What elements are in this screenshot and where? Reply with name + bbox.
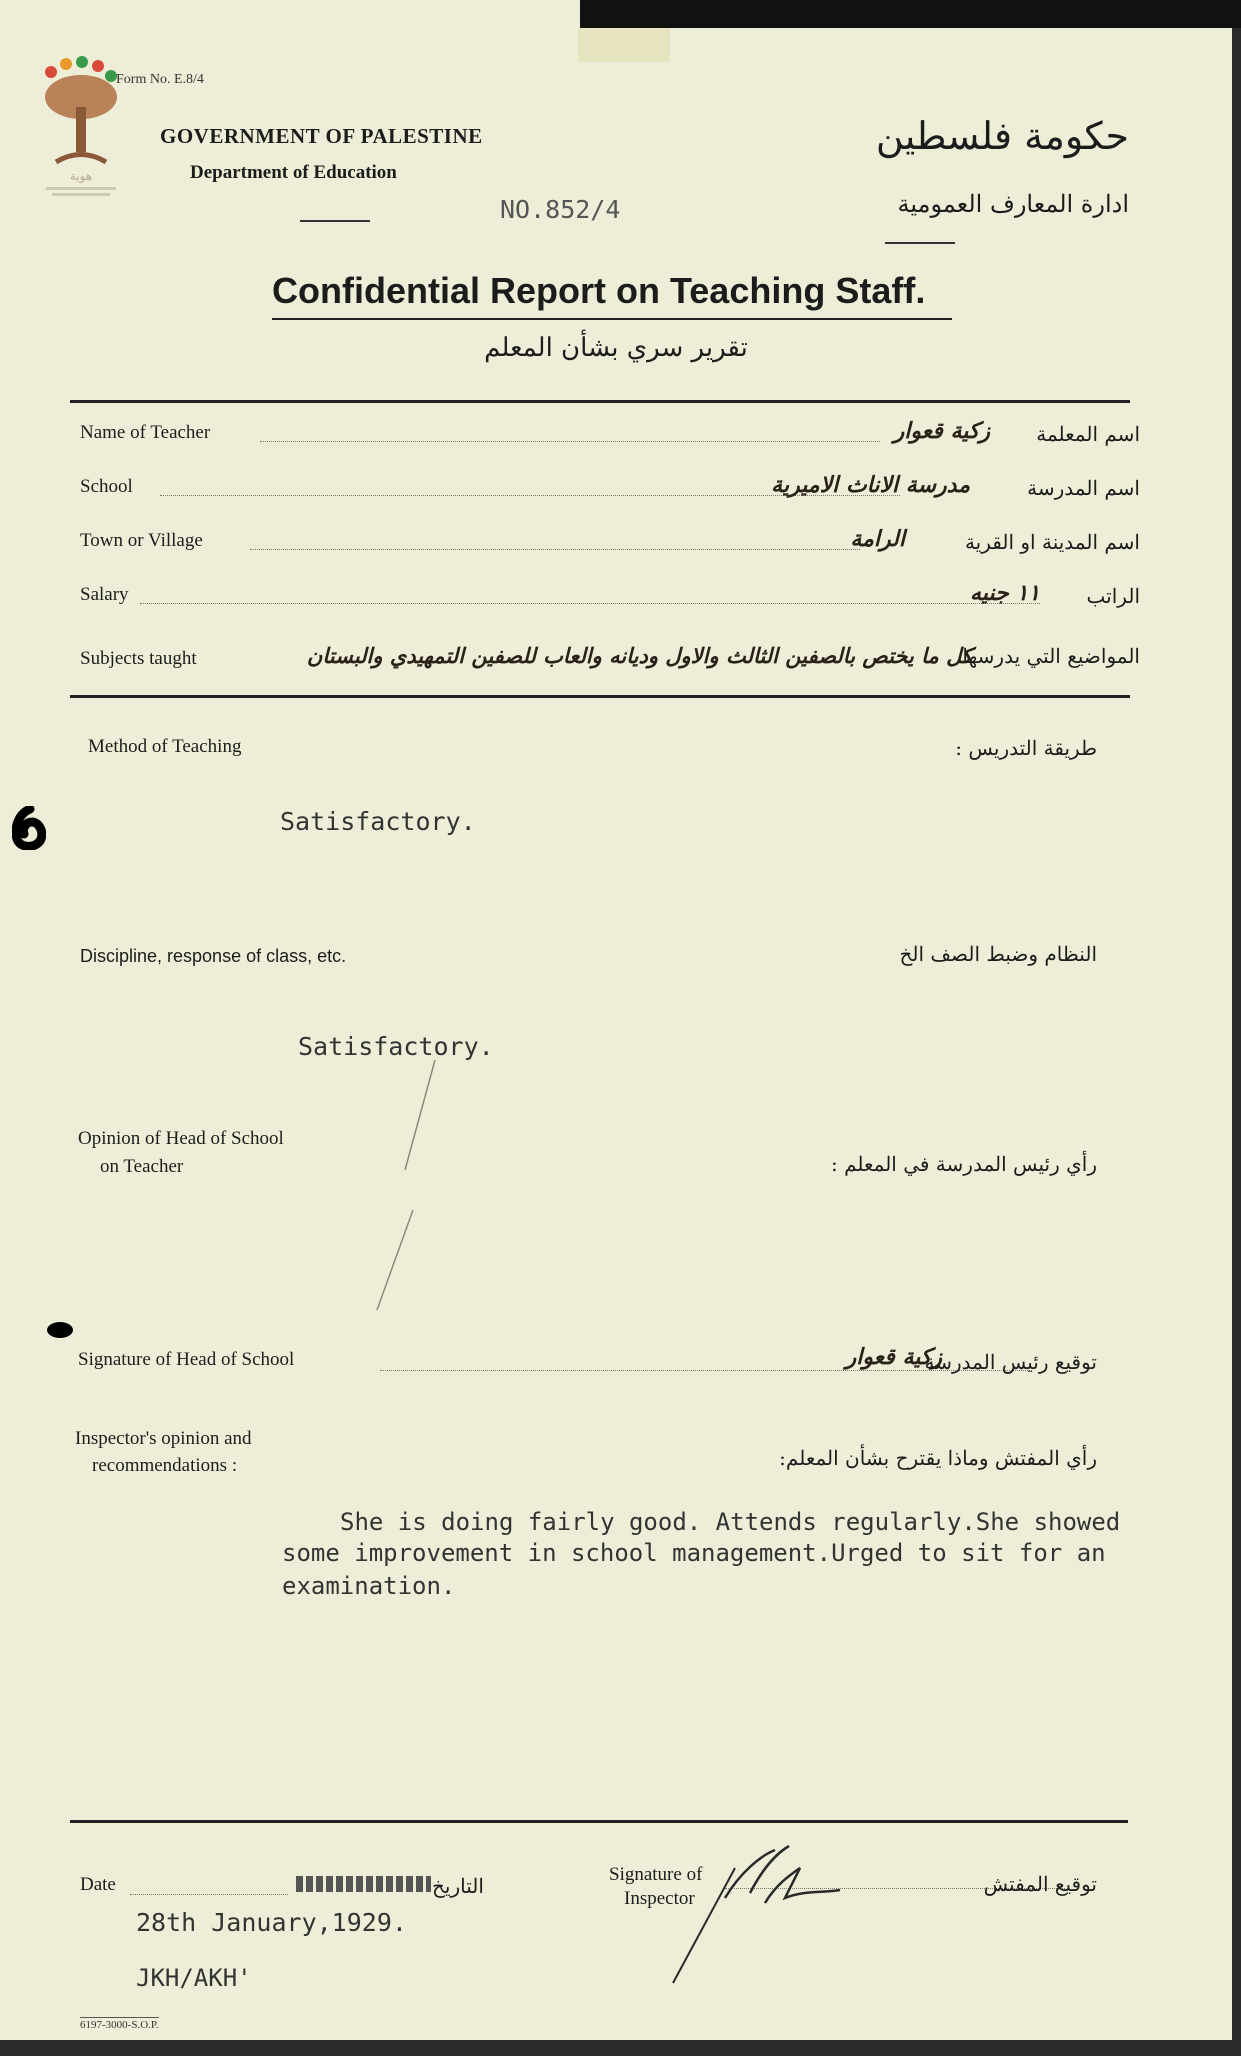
- signature-head-label-ar: توقيع رئيس المدرسة: [924, 1350, 1097, 1374]
- inspector-comment-line: examination.: [282, 1572, 456, 1600]
- report-title-ar: تقرير سري بشأن المعلم: [484, 333, 748, 363]
- print-code: 6197-3000-S.O.P.: [80, 2019, 159, 2031]
- method-label-en: Method of Teaching: [88, 736, 242, 757]
- method-value: Satisfactory.: [280, 807, 476, 836]
- paper-tape: [578, 28, 670, 62]
- discipline-label-en: Discipline, response of class, etc.: [80, 946, 347, 966]
- field-teacher-name: [80, 412, 1140, 452]
- field-salary: [80, 574, 1140, 614]
- field-label-ar: اسم المدرسة: [1027, 476, 1140, 500]
- field-label-en: Name of Teacher: [80, 422, 211, 443]
- inspector-label-en-1: Inspector's opinion and: [75, 1428, 252, 1449]
- field-label-en: Salary: [80, 584, 129, 605]
- government-heading-ar: حكومة فلسطين: [875, 114, 1129, 158]
- inspector-signature-label-1: Signature of: [609, 1864, 703, 1885]
- pencil-stroke-icon: [365, 1060, 445, 1310]
- department-heading-ar: ادارة المعارف العمومية: [897, 190, 1129, 218]
- struck-text: [296, 1876, 431, 1892]
- discipline-value: Satisfactory.: [298, 1032, 494, 1061]
- field-label-ar: المواضيع التي يدرسها: [962, 644, 1140, 668]
- field-label-en: Subjects taught: [80, 648, 197, 669]
- inspector-comment-line: some improvement in school management.Urged to sit for an: [282, 1539, 1106, 1567]
- archive-logo-icon: [36, 52, 126, 200]
- reference-code: JKH/AKH': [136, 1964, 252, 1992]
- inspector-signature-icon: [665, 1838, 845, 1988]
- field-label-ar: اسم المعلمة: [1036, 422, 1140, 446]
- title-underline: [272, 318, 952, 320]
- date-value: 28th January,1929.: [136, 1908, 407, 1937]
- government-heading-en: GOVERNMENT OF PALESTINE: [160, 124, 483, 148]
- form-number: Form No. E.8/4: [116, 72, 204, 87]
- field-value: زكية قعوار: [893, 418, 990, 444]
- field-school: [80, 466, 1140, 506]
- field-label-ar: اسم المدينة او القرية: [964, 530, 1140, 554]
- ink-mark-icon: [12, 806, 46, 850]
- field-value: كل ما يختص بالصفين الثالث والاول وديانه والعاب للصفين التمهيدي والبستان: [306, 643, 972, 668]
- opinion-head-label-en-2: on Teacher: [100, 1156, 184, 1177]
- date-label-ar: التاريخ: [432, 1874, 484, 1898]
- field-town: [80, 520, 1140, 560]
- field-value: الرامة: [850, 526, 905, 552]
- field-value: ١١ جنيه: [970, 580, 1040, 606]
- field-subjects: [80, 630, 1140, 678]
- opinion-head-label-en-1: Opinion of Head of School: [78, 1128, 284, 1149]
- scan-edge-shadow: [580, 0, 1241, 28]
- svg-text:هوية: هوية: [69, 169, 93, 183]
- department-heading-en: Department of Education: [190, 162, 397, 183]
- ink-blot-icon: [45, 1320, 75, 1340]
- inspector-comment-line: She is doing fairly good. Attends regularly.She showed: [340, 1508, 1121, 1536]
- divider: [885, 242, 955, 244]
- field-label-en: Town or Village: [80, 530, 203, 551]
- field-label-ar: الراتب: [1086, 584, 1140, 608]
- date-label: Date: [80, 1874, 116, 1895]
- inspector-label-en-2: recommendations :: [92, 1455, 238, 1476]
- fields-bottom-rule: [70, 695, 1130, 698]
- opinion-head-label-ar: رأي رئيس المدرسة في المعلم :: [830, 1152, 1097, 1176]
- field-value: مدرسة الاناث الاميرية: [771, 472, 970, 498]
- inspector-signature-label-ar: توقيع المفتش: [983, 1872, 1097, 1896]
- report-title: Confidential Report on Teaching Staff.: [272, 270, 926, 311]
- document-number: NO.852/4: [500, 195, 621, 224]
- signature-head-value: زكية قعوار: [845, 1344, 942, 1370]
- method-label-ar: طريقة التدريس :: [955, 736, 1097, 760]
- inspector-label-ar: رأي المفتش وماذا يقترح بشأن المعلم:: [779, 1446, 1097, 1470]
- divider: [300, 220, 370, 222]
- inspector-signature-label-2: Inspector: [624, 1888, 695, 1909]
- discipline-label-ar: النظام وضبط الصف الخ: [899, 942, 1097, 966]
- top-rule: [70, 400, 1130, 403]
- signature-head-label-en: Signature of Head of School: [78, 1349, 295, 1370]
- field-label-en: School: [80, 476, 133, 497]
- footer-rule: [70, 1820, 1128, 1823]
